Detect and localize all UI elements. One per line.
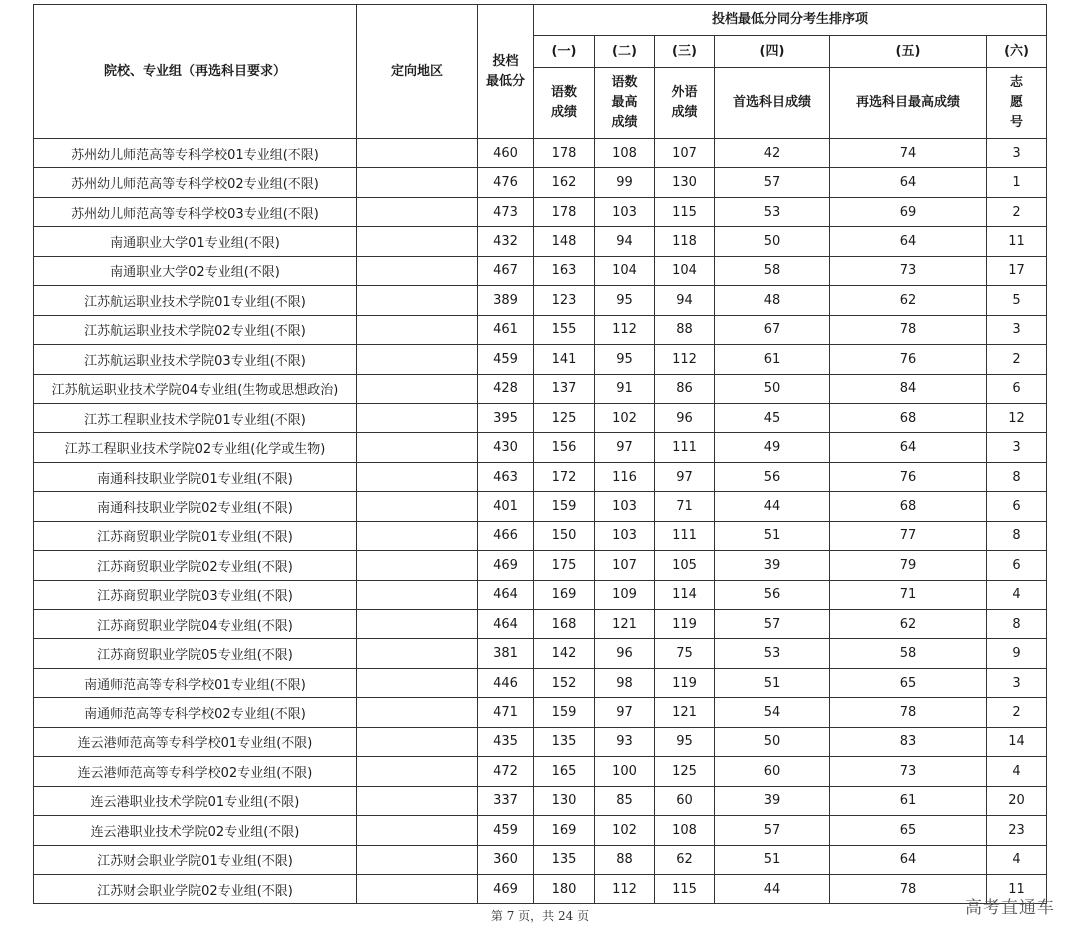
cell-chinese-math-max: 121 — [595, 610, 655, 639]
cell-foreign-language: 130 — [655, 168, 715, 197]
cell-chinese-math-score: 175 — [534, 551, 595, 580]
cell-chinese-math-max: 88 — [595, 845, 655, 874]
cell-region — [357, 610, 478, 639]
cell-reselect-subject-max: 74 — [830, 139, 987, 168]
cell-first-choice-subject: 51 — [715, 845, 830, 874]
cell-min-score: 464 — [478, 580, 534, 609]
cell-min-score: 469 — [478, 874, 534, 903]
header-sublabel — [595, 68, 655, 139]
header-subnum: (六) — [987, 36, 1047, 68]
cell-foreign-language: 119 — [655, 610, 715, 639]
cell-reselect-subject-max: 84 — [830, 374, 987, 403]
header-sublabel-text: 首选科目成绩 — [732, 95, 811, 110]
cell-preference-number: 8 — [987, 521, 1047, 550]
cell-first-choice-subject: 50 — [715, 227, 830, 256]
cell-chinese-math-score: 130 — [534, 786, 595, 815]
watermark-text: 高考直通车 — [965, 898, 1055, 918]
table-row — [34, 845, 1047, 874]
cell-chinese-math-max: 99 — [595, 168, 655, 197]
cell-min-score: 466 — [478, 521, 534, 550]
cell-chinese-math-max: 103 — [595, 197, 655, 226]
cell-first-choice-subject: 48 — [715, 286, 830, 315]
header-sublabel-text: 再选科目最高成绩 — [855, 95, 960, 110]
cell-school-group: 连云港职业技术学院02专业组(不限) — [34, 816, 357, 845]
cell-chinese-math-max: 112 — [595, 874, 655, 903]
header-subnum: (三) — [655, 36, 715, 68]
header-min-score-label: 投档 最低分 — [485, 53, 525, 89]
cell-min-score: 430 — [478, 433, 534, 462]
cell-chinese-math-score: 162 — [534, 168, 595, 197]
table-row — [34, 668, 1047, 697]
cell-reselect-subject-max: 64 — [830, 845, 987, 874]
header-region: 定向地区 — [357, 5, 478, 139]
cell-first-choice-subject: 45 — [715, 403, 830, 432]
cell-chinese-math-score: 148 — [534, 227, 595, 256]
cell-region — [357, 639, 478, 668]
cell-foreign-language: 119 — [655, 668, 715, 697]
cell-reselect-subject-max: 64 — [830, 433, 987, 462]
cell-foreign-language: 114 — [655, 580, 715, 609]
page-footer: 第 7 页，共 24 页 — [490, 909, 590, 923]
cell-reselect-subject-max: 83 — [830, 727, 987, 756]
table-row — [34, 139, 1047, 168]
cell-chinese-math-score: 125 — [534, 403, 595, 432]
table-row — [34, 610, 1047, 639]
cell-preference-number: 3 — [987, 139, 1047, 168]
cell-reselect-subject-max: 62 — [830, 610, 987, 639]
cell-foreign-language: 115 — [655, 874, 715, 903]
cell-preference-number: 20 — [987, 786, 1047, 815]
table-row — [34, 816, 1047, 845]
cell-chinese-math-max: 94 — [595, 227, 655, 256]
cell-chinese-math-score: 165 — [534, 757, 595, 786]
cell-chinese-math-score: 152 — [534, 668, 595, 697]
header-subnum: (四) — [715, 36, 830, 68]
cell-min-score: 337 — [478, 786, 534, 815]
cell-school-group: 苏州幼儿师范高等专科学校02专业组(不限) — [34, 168, 357, 197]
cell-preference-number: 9 — [987, 639, 1047, 668]
cell-first-choice-subject: 51 — [715, 668, 830, 697]
cell-min-score: 464 — [478, 610, 534, 639]
cell-foreign-language: 88 — [655, 315, 715, 344]
cell-first-choice-subject: 50 — [715, 727, 830, 756]
cell-preference-number: 5 — [987, 286, 1047, 315]
cell-region — [357, 403, 478, 432]
cell-region — [357, 168, 478, 197]
table-row — [34, 433, 1047, 462]
cell-chinese-math-score: 169 — [534, 580, 595, 609]
cell-min-score: 459 — [478, 816, 534, 845]
table-row — [34, 286, 1047, 315]
cell-school-group: 江苏航运职业技术学院01专业组(不限) — [34, 286, 357, 315]
cell-region — [357, 139, 478, 168]
cell-chinese-math-max: 116 — [595, 462, 655, 491]
table-row — [34, 874, 1047, 903]
cell-min-score: 472 — [478, 757, 534, 786]
cell-reselect-subject-max: 64 — [830, 168, 987, 197]
cell-first-choice-subject: 56 — [715, 462, 830, 491]
cell-school-group: 江苏商贸职业学院01专业组(不限) — [34, 521, 357, 550]
cell-foreign-language: 71 — [655, 492, 715, 521]
cell-min-score: 389 — [478, 286, 534, 315]
table-row — [34, 757, 1047, 786]
header-sublabel — [830, 68, 987, 139]
cell-reselect-subject-max: 76 — [830, 462, 987, 491]
cell-chinese-math-score: 180 — [534, 874, 595, 903]
cell-chinese-math-max: 112 — [595, 315, 655, 344]
cell-chinese-math-score: 168 — [534, 610, 595, 639]
cell-school-group: 江苏航运职业技术学院03专业组(不限) — [34, 345, 357, 374]
cell-chinese-math-max: 104 — [595, 256, 655, 285]
cell-reselect-subject-max: 65 — [830, 816, 987, 845]
cell-reselect-subject-max: 68 — [830, 492, 987, 521]
cell-foreign-language: 111 — [655, 433, 715, 462]
cell-first-choice-subject: 39 — [715, 786, 830, 815]
admission-score-table — [33, 4, 1047, 904]
table-row — [34, 197, 1047, 226]
cell-min-score: 381 — [478, 639, 534, 668]
header-sublabel — [715, 68, 830, 139]
cell-preference-number: 2 — [987, 345, 1047, 374]
cell-chinese-math-max: 96 — [595, 639, 655, 668]
cell-reselect-subject-max: 73 — [830, 757, 987, 786]
cell-reselect-subject-max: 78 — [830, 315, 987, 344]
cell-region — [357, 345, 478, 374]
table-row — [34, 786, 1047, 815]
cell-foreign-language: 95 — [655, 727, 715, 756]
cell-region — [357, 197, 478, 226]
cell-region — [357, 462, 478, 491]
cell-foreign-language: 108 — [655, 816, 715, 845]
cell-chinese-math-score: 135 — [534, 845, 595, 874]
cell-school-group: 江苏商贸职业学院03专业组(不限) — [34, 580, 357, 609]
cell-region — [357, 227, 478, 256]
cell-school-group: 连云港师范高等专科学校01专业组(不限) — [34, 727, 357, 756]
cell-chinese-math-score: 178 — [534, 197, 595, 226]
cell-region — [357, 757, 478, 786]
header-min-score — [478, 5, 534, 139]
cell-first-choice-subject: 42 — [715, 139, 830, 168]
cell-reselect-subject-max: 76 — [830, 345, 987, 374]
cell-first-choice-subject: 57 — [715, 168, 830, 197]
cell-preference-number: 11 — [987, 227, 1047, 256]
header-tiebreak-title: 投档最低分同分考生排序项 — [534, 5, 1047, 36]
cell-min-score: 435 — [478, 727, 534, 756]
cell-min-score: 446 — [478, 668, 534, 697]
cell-chinese-math-max: 95 — [595, 345, 655, 374]
cell-chinese-math-score: 137 — [534, 374, 595, 403]
cell-school-group: 南通科技职业学院01专业组(不限) — [34, 462, 357, 491]
cell-school-group: 南通科技职业学院02专业组(不限) — [34, 492, 357, 521]
cell-foreign-language: 121 — [655, 698, 715, 727]
cell-school-group: 江苏财会职业学院01专业组(不限) — [34, 845, 357, 874]
cell-region — [357, 845, 478, 874]
cell-foreign-language: 118 — [655, 227, 715, 256]
cell-school-group: 江苏航运职业技术学院02专业组(不限) — [34, 315, 357, 344]
cell-region — [357, 786, 478, 815]
cell-chinese-math-score: 178 — [534, 139, 595, 168]
cell-preference-number: 3 — [987, 433, 1047, 462]
cell-preference-number: 3 — [987, 315, 1047, 344]
cell-foreign-language: 60 — [655, 786, 715, 815]
cell-foreign-language: 97 — [655, 462, 715, 491]
cell-region — [357, 286, 478, 315]
cell-chinese-math-max: 109 — [595, 580, 655, 609]
cell-first-choice-subject: 44 — [715, 492, 830, 521]
cell-min-score: 473 — [478, 197, 534, 226]
cell-first-choice-subject: 51 — [715, 521, 830, 550]
cell-min-score: 460 — [478, 139, 534, 168]
cell-min-score: 476 — [478, 168, 534, 197]
cell-chinese-math-max: 107 — [595, 551, 655, 580]
cell-region — [357, 580, 478, 609]
cell-chinese-math-score: 141 — [534, 345, 595, 374]
header-school-group: 院校、专业组（再选科目要求） — [34, 5, 357, 139]
table-body — [34, 139, 1047, 904]
cell-school-group: 江苏商贸职业学院02专业组(不限) — [34, 551, 357, 580]
cell-preference-number: 6 — [987, 492, 1047, 521]
cell-region — [357, 256, 478, 285]
cell-min-score: 395 — [478, 403, 534, 432]
cell-foreign-language: 111 — [655, 521, 715, 550]
cell-preference-number: 8 — [987, 462, 1047, 491]
cell-first-choice-subject: 39 — [715, 551, 830, 580]
table-row — [34, 462, 1047, 491]
cell-region — [357, 551, 478, 580]
header-sublabel — [655, 68, 715, 139]
cell-first-choice-subject: 58 — [715, 256, 830, 285]
cell-preference-number: 14 — [987, 727, 1047, 756]
table-header — [34, 5, 1047, 139]
cell-preference-number: 2 — [987, 197, 1047, 226]
cell-chinese-math-score: 163 — [534, 256, 595, 285]
cell-chinese-math-score: 123 — [534, 286, 595, 315]
cell-school-group: 连云港师范高等专科学校02专业组(不限) — [34, 757, 357, 786]
table-row — [34, 256, 1047, 285]
cell-foreign-language: 105 — [655, 551, 715, 580]
cell-chinese-math-max: 85 — [595, 786, 655, 815]
cell-foreign-language: 75 — [655, 639, 715, 668]
cell-school-group: 南通职业大学02专业组(不限) — [34, 256, 357, 285]
table-row — [34, 315, 1047, 344]
cell-chinese-math-score: 172 — [534, 462, 595, 491]
cell-region — [357, 874, 478, 903]
cell-chinese-math-score: 156 — [534, 433, 595, 462]
cell-preference-number: 17 — [987, 256, 1047, 285]
cell-region — [357, 492, 478, 521]
cell-chinese-math-max: 103 — [595, 492, 655, 521]
header-sublabel-text: 语数 成绩 — [550, 85, 577, 120]
cell-preference-number: 4 — [987, 757, 1047, 786]
cell-preference-number: 2 — [987, 698, 1047, 727]
cell-first-choice-subject: 56 — [715, 580, 830, 609]
cell-chinese-math-score: 159 — [534, 492, 595, 521]
cell-school-group: 南通师范高等专科学校02专业组(不限) — [34, 698, 357, 727]
cell-chinese-math-max: 102 — [595, 403, 655, 432]
cell-first-choice-subject: 61 — [715, 345, 830, 374]
header-sublabel — [534, 68, 595, 139]
cell-reselect-subject-max: 77 — [830, 521, 987, 550]
cell-school-group: 南通师范高等专科学校01专业组(不限) — [34, 668, 357, 697]
cell-preference-number: 4 — [987, 580, 1047, 609]
cell-chinese-math-score: 150 — [534, 521, 595, 550]
cell-foreign-language: 125 — [655, 757, 715, 786]
table-row — [34, 403, 1047, 432]
header-subnum: (一) — [534, 36, 595, 68]
cell-reselect-subject-max: 78 — [830, 874, 987, 903]
cell-school-group: 江苏工程职业技术学院02专业组(化学或生物) — [34, 433, 357, 462]
table-row — [34, 345, 1047, 374]
cell-first-choice-subject: 53 — [715, 197, 830, 226]
cell-school-group: 江苏航运职业技术学院04专业组(生物或思想政治) — [34, 374, 357, 403]
table-row — [34, 551, 1047, 580]
table-row — [34, 168, 1047, 197]
cell-reselect-subject-max: 79 — [830, 551, 987, 580]
cell-foreign-language: 86 — [655, 374, 715, 403]
cell-preference-number: 6 — [987, 374, 1047, 403]
cell-min-score: 467 — [478, 256, 534, 285]
cell-region — [357, 521, 478, 550]
table-row — [34, 580, 1047, 609]
cell-preference-number: 12 — [987, 403, 1047, 432]
cell-first-choice-subject: 50 — [715, 374, 830, 403]
cell-chinese-math-score: 159 — [534, 698, 595, 727]
cell-reselect-subject-max: 69 — [830, 197, 987, 226]
cell-preference-number: 3 — [987, 668, 1047, 697]
cell-foreign-language: 107 — [655, 139, 715, 168]
cell-foreign-language: 112 — [655, 345, 715, 374]
cell-min-score: 459 — [478, 345, 534, 374]
cell-min-score: 463 — [478, 462, 534, 491]
cell-school-group: 江苏商贸职业学院05专业组(不限) — [34, 639, 357, 668]
cell-chinese-math-max: 98 — [595, 668, 655, 697]
cell-chinese-math-score: 142 — [534, 639, 595, 668]
cell-region — [357, 315, 478, 344]
cell-first-choice-subject: 67 — [715, 315, 830, 344]
cell-foreign-language: 62 — [655, 845, 715, 874]
table-row — [34, 227, 1047, 256]
cell-preference-number: 6 — [987, 551, 1047, 580]
cell-preference-number: 8 — [987, 610, 1047, 639]
cell-foreign-language: 94 — [655, 286, 715, 315]
cell-school-group: 南通职业大学01专业组(不限) — [34, 227, 357, 256]
table-row — [34, 492, 1047, 521]
cell-preference-number: 4 — [987, 845, 1047, 874]
cell-first-choice-subject: 57 — [715, 816, 830, 845]
cell-preference-number: 23 — [987, 816, 1047, 845]
cell-reselect-subject-max: 68 — [830, 403, 987, 432]
cell-reselect-subject-max: 62 — [830, 286, 987, 315]
header-sublabel-text: 志 愿 号 — [1010, 75, 1024, 130]
cell-chinese-math-max: 97 — [595, 433, 655, 462]
cell-min-score: 432 — [478, 227, 534, 256]
cell-chinese-math-max: 91 — [595, 374, 655, 403]
cell-school-group: 苏州幼儿师范高等专科学校01专业组(不限) — [34, 139, 357, 168]
cell-chinese-math-max: 103 — [595, 521, 655, 550]
cell-region — [357, 668, 478, 697]
cell-school-group: 连云港职业技术学院01专业组(不限) — [34, 786, 357, 815]
cell-region — [357, 816, 478, 845]
cell-region — [357, 433, 478, 462]
cell-first-choice-subject: 44 — [715, 874, 830, 903]
cell-first-choice-subject: 54 — [715, 698, 830, 727]
cell-foreign-language: 104 — [655, 256, 715, 285]
cell-region — [357, 374, 478, 403]
header-subnum: (五) — [830, 36, 987, 68]
cell-reselect-subject-max: 73 — [830, 256, 987, 285]
cell-min-score: 360 — [478, 845, 534, 874]
table-row — [34, 639, 1047, 668]
cell-foreign-language: 96 — [655, 403, 715, 432]
cell-school-group: 江苏工程职业技术学院01专业组(不限) — [34, 403, 357, 432]
table-row — [34, 698, 1047, 727]
header-sublabel-text: 外语 成绩 — [671, 85, 698, 120]
cell-reselect-subject-max: 65 — [830, 668, 987, 697]
table-row — [34, 727, 1047, 756]
cell-reselect-subject-max: 61 — [830, 786, 987, 815]
cell-reselect-subject-max: 64 — [830, 227, 987, 256]
cell-first-choice-subject: 60 — [715, 757, 830, 786]
cell-chinese-math-max: 108 — [595, 139, 655, 168]
cell-foreign-language: 115 — [655, 197, 715, 226]
cell-chinese-math-max: 100 — [595, 757, 655, 786]
header-sublabel — [987, 68, 1047, 139]
cell-school-group: 江苏商贸职业学院04专业组(不限) — [34, 610, 357, 639]
cell-first-choice-subject: 53 — [715, 639, 830, 668]
cell-school-group: 江苏财会职业学院02专业组(不限) — [34, 874, 357, 903]
cell-region — [357, 698, 478, 727]
cell-min-score: 428 — [478, 374, 534, 403]
header-sublabel-text: 语数 最高 成绩 — [611, 75, 638, 130]
cell-chinese-math-max: 102 — [595, 816, 655, 845]
table-row — [34, 521, 1047, 550]
cell-chinese-math-score: 155 — [534, 315, 595, 344]
cell-reselect-subject-max: 71 — [830, 580, 987, 609]
cell-min-score: 469 — [478, 551, 534, 580]
cell-reselect-subject-max: 58 — [830, 639, 987, 668]
cell-min-score: 461 — [478, 315, 534, 344]
cell-chinese-math-max: 95 — [595, 286, 655, 315]
cell-school-group: 苏州幼儿师范高等专科学校03专业组(不限) — [34, 197, 357, 226]
cell-preference-number: 11 — [987, 874, 1047, 903]
cell-min-score: 401 — [478, 492, 534, 521]
cell-preference-number: 1 — [987, 168, 1047, 197]
cell-chinese-math-max: 93 — [595, 727, 655, 756]
cell-first-choice-subject: 57 — [715, 610, 830, 639]
cell-chinese-math-score: 169 — [534, 816, 595, 845]
cell-chinese-math-score: 135 — [534, 727, 595, 756]
cell-reselect-subject-max: 78 — [830, 698, 987, 727]
cell-region — [357, 727, 478, 756]
cell-chinese-math-max: 97 — [595, 698, 655, 727]
cell-first-choice-subject: 49 — [715, 433, 830, 462]
cell-min-score: 471 — [478, 698, 534, 727]
table-row — [34, 374, 1047, 403]
header-subnum: (二) — [595, 36, 655, 68]
